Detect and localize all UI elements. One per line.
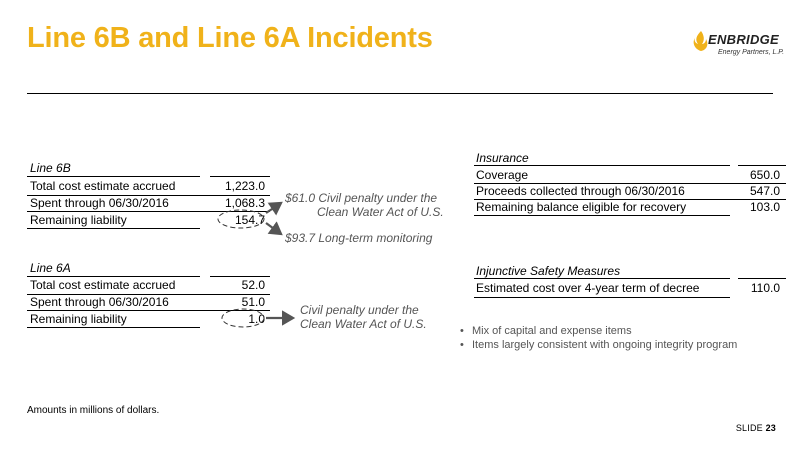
annotation-line: $61.0 Civil penalty under the	[285, 191, 438, 205]
monitoring-annotation: $93.7 Long-term monitoring	[285, 231, 433, 245]
bullet-item: • Items largely consistent with ongoing integrity program	[460, 338, 750, 352]
page-title: Line 6B and Line 6A Incidents	[27, 22, 433, 54]
row-rule	[27, 327, 200, 328]
injunctive-heading: Injunctive Safety Measures	[476, 264, 621, 278]
line6b-rule	[210, 176, 270, 177]
row-label: Spent through 06/30/2016	[30, 196, 169, 210]
table-row	[30, 178, 265, 195]
line6a-heading: Line 6A	[30, 261, 71, 275]
row-label: Estimated cost over 4-year term of decree	[476, 281, 700, 295]
line6b-heading: Line 6B	[30, 161, 71, 175]
row-rule	[474, 297, 730, 298]
row-label: Proceeds collected through 06/30/2016	[476, 184, 685, 198]
row-rule	[474, 215, 730, 216]
row-value: 1.0	[248, 312, 265, 326]
slide-label: SLIDE	[735, 423, 763, 433]
table-row	[476, 183, 780, 200]
row-label: Remaining liability	[30, 312, 127, 326]
table-row	[30, 212, 265, 229]
row-label: Remaining balance eligible for recovery	[476, 200, 687, 214]
insurance-rule	[474, 165, 730, 166]
row-label: Total cost estimate accrued	[30, 179, 176, 193]
table-row	[30, 311, 265, 328]
row-label: Total cost estimate accrued	[30, 278, 176, 292]
row-value: 1,223.0	[224, 179, 265, 193]
insurance-heading: Insurance	[476, 151, 529, 165]
row-label: Coverage	[476, 168, 529, 182]
civil-penalty-annotation	[285, 191, 444, 219]
slide-number-value: 23	[765, 423, 776, 433]
footnote: Amounts in millions of dollars.	[27, 405, 160, 416]
row-value: 547.0	[749, 184, 780, 198]
row-value: 650.0	[749, 168, 780, 182]
logo-name: ENBRIDGE	[708, 32, 780, 47]
row-label: Remaining liability	[30, 213, 127, 227]
line6b-arrow-monitoring	[266, 223, 281, 234]
bullet-item: • Mix of capital and expense items	[460, 324, 750, 338]
row-value: 51.0	[241, 295, 265, 309]
table-row	[30, 294, 265, 311]
slide-number	[736, 423, 776, 433]
injunctive-rule	[474, 278, 730, 279]
table-row	[476, 280, 780, 297]
logo-subtitle: Energy Partners, L.P.	[718, 49, 785, 56]
header-divider	[27, 93, 773, 94]
enbridge-logo	[692, 30, 785, 64]
line6b-rule	[27, 176, 200, 177]
injunctive-rule	[738, 278, 786, 279]
row-value: 103.0	[749, 200, 780, 214]
insurance-rule	[738, 165, 786, 166]
row-rule	[27, 228, 200, 229]
row-value: 154.7	[234, 213, 265, 227]
annotation-line: Clean Water Act of U.S.	[317, 205, 444, 219]
injunctive-bullets	[460, 324, 750, 352]
civil-penalty-annotation	[300, 303, 427, 331]
table-row	[30, 277, 265, 294]
annotation-line: Civil penalty under the	[300, 303, 419, 317]
row-value: 1,068.3	[224, 196, 265, 210]
row-value: 52.0	[241, 278, 265, 292]
row-value: 110.0	[750, 281, 780, 295]
table-row	[30, 195, 265, 212]
table-row	[476, 199, 780, 216]
table-row	[476, 167, 780, 184]
annotation-line: Clean Water Act of U.S.	[300, 317, 427, 331]
row-label: Spent through 06/30/2016	[30, 295, 169, 309]
